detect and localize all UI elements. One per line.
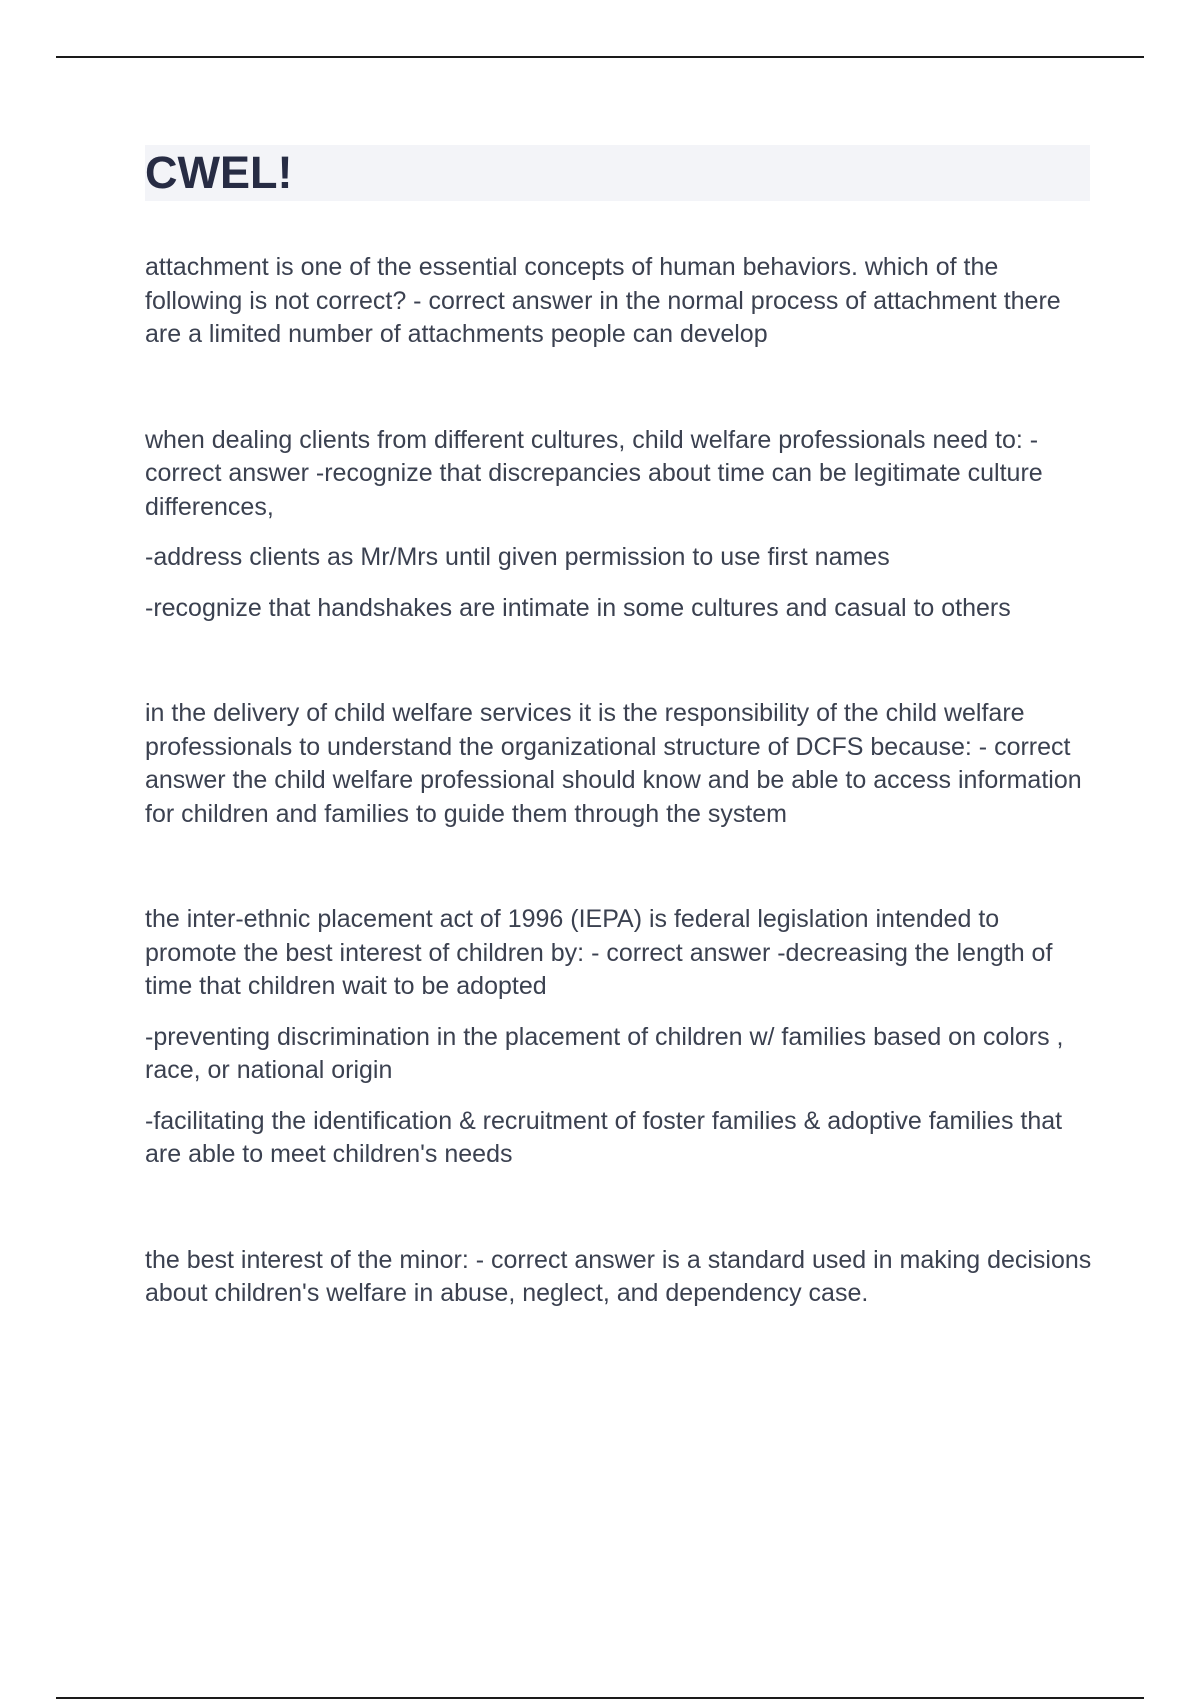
qa-item-5 bbox=[145, 1244, 1095, 1311]
qa-paragraph: when dealing clients from different cultures, child welfare professionals need to: - correct answer -recognize that discrepancies about time can be legitimate culture differences, bbox=[145, 425, 1043, 521]
qa-paragraph: -preventing discrimination in the placement of children w/ families based on colors , race, or national origin bbox=[145, 1022, 1064, 1084]
qa-paragraph: in the delivery of child welfare services it is the responsibility of the child welfare professionals to understand the organizational structure of DCFS because: - correct answer the child welfare professional should know and be able to access information for children and families to guide them through the system bbox=[145, 699, 1082, 828]
qa-paragraph: -recognize that handshakes are intimate in some cultures and casual to others bbox=[145, 593, 1011, 622]
qa-item-3 bbox=[145, 697, 1095, 831]
bottom-rule bbox=[56, 1697, 1144, 1699]
qa-paragraph: the inter-ethnic placement act of 1996 (IEPA) is federal legislation intended to promote the best interest of children by: - correct answer -decreasing the length of time that children wait to be adopted bbox=[145, 905, 1053, 1000]
qa-item-1 bbox=[145, 251, 1095, 352]
qa-paragraph: -facilitating the identification & recruitment of foster families & adoptive families that are able to meet children's needs bbox=[145, 1106, 1063, 1168]
qa-item-4 bbox=[145, 903, 1095, 1172]
qa-paragraph: attachment is one of the essential concepts of human behaviors. which of the following is not correct? - correct answer in the normal process of attachment there are a limited number of attachments people can develop bbox=[145, 253, 1061, 348]
qa-item-2 bbox=[145, 424, 1095, 626]
document-title: CWEL! bbox=[145, 147, 293, 198]
qa-paragraph: -address clients as Mr/Mrs until given permission to use first names bbox=[145, 543, 890, 571]
document-body bbox=[145, 251, 1095, 1311]
top-rule bbox=[56, 56, 1144, 58]
qa-paragraph: the best interest of the minor: - correct answer is a standard used in making decisions about children's welfare in abuse, neglect, and dependency case. bbox=[145, 1245, 1092, 1307]
